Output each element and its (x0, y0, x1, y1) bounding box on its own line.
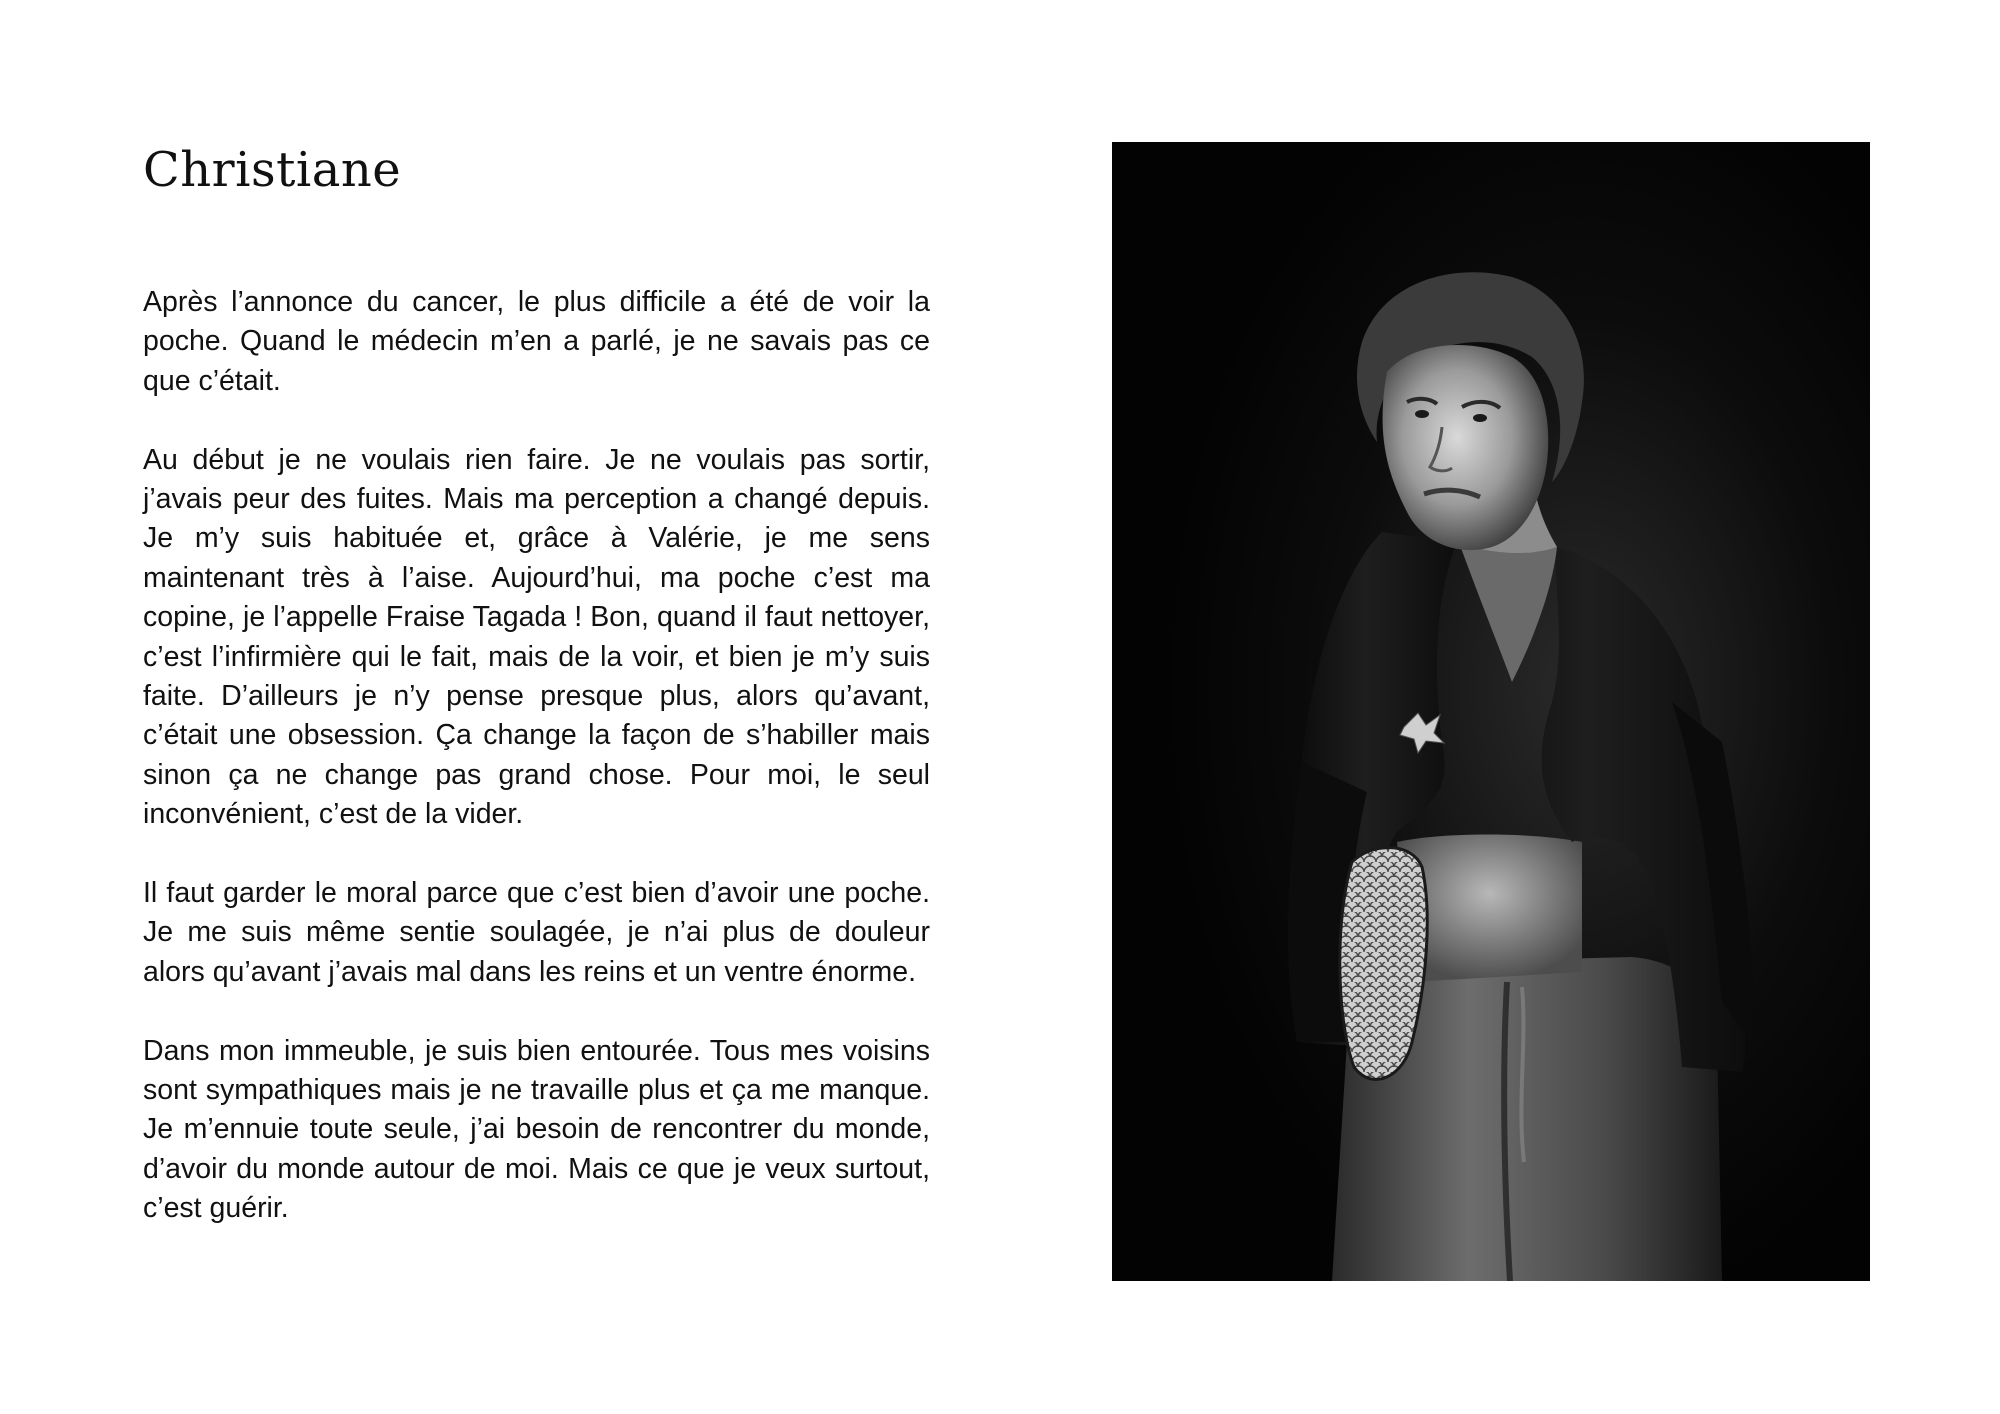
paragraph: Après l’annonce du cancer, le plus difficile a été de voir la poche. Quand le médecin m’en a parlé, je ne savais pas ce que c’était. (143, 286, 930, 397)
body-text (143, 283, 930, 1229)
paragraph: Dans mon immeuble, je suis bien entourée. Tous mes voisins sont sympathiques mais je ne travaille plus et ça me manque. Je m’ennuie toute seule, j’ai besoin de rencontrer du monde, d’avoir du monde autour de moi. Mais ce que je veux surtout, c’est guérir. (143, 1034, 930, 1225)
paragraph: Au début je ne voulais rien faire. Je ne voulais pas sortir, j’avais peur des fuites. Mais ma perception a changé depuis. Je m’y suis habituée et, grâce à Valérie, je me sens maintenant très à l’aise. Aujourd’hui, ma poche c’est ma copine, je l’appelle Fraise Tagada ! Bon, quand il faut nettoyer, c’est l’infirmière qui le fait, mais de la voir, et bien je m’y suis faite. D’ailleurs je n’y pense presque plus, alors qu’avant, c’était une obsession. Ça change la façon de s’habiller mais sinon ça ne change pas grand chose. Pour moi, le seul inconvénient, c’est de la vider. (143, 443, 930, 831)
paragraph: Il faut garder le moral parce que c’est bien d’avoir une poche. Je me suis même sentie soulagée, je n’ai plus de douleur alors qu’avant j’avais mal dans les reins et un ventre énorme. (143, 877, 930, 988)
portrait-photo (1112, 142, 1870, 1281)
page-title: Christiane (143, 142, 402, 198)
portrait-illustration (1112, 142, 1870, 1281)
